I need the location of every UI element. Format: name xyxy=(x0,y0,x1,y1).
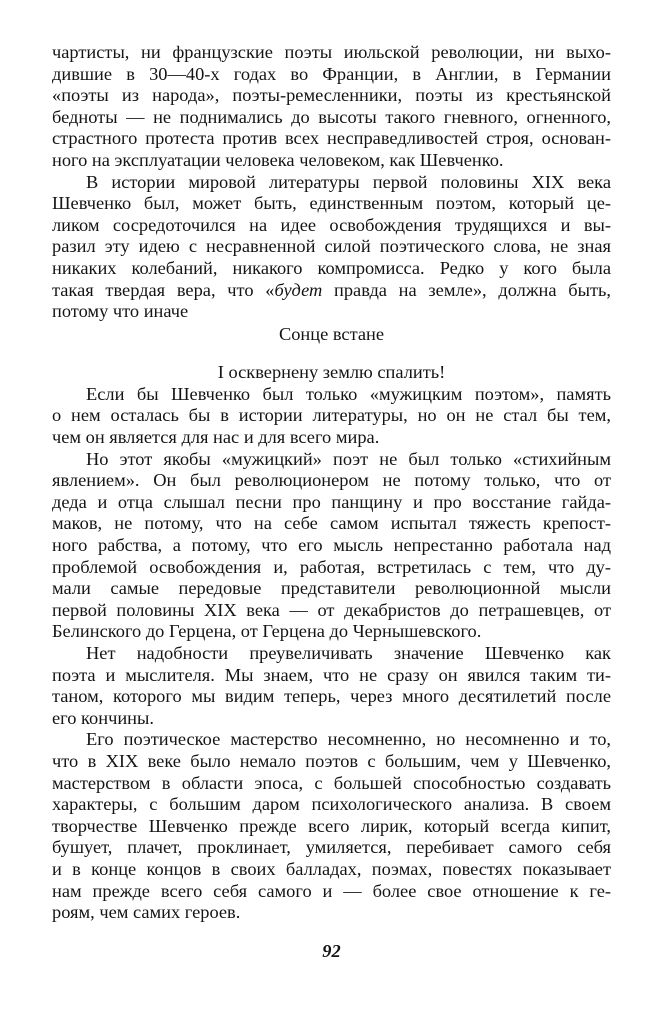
verse-line: І осквернену землю спалить! xyxy=(217,362,446,383)
text-line: мали самые передовые представители революционной мысли xyxy=(52,578,611,599)
text-line: о нем осталась бы в истории литературы, но он не стал бы тем, xyxy=(52,405,611,426)
text-line: Но этот якобы «мужицкий» поэт не был только «стихийным xyxy=(86,448,611,469)
text-line: Если бы Шевченко был только «мужицким поэтом», память xyxy=(86,383,611,404)
text-line: проблемой освобождения и, работая, встретилась с тем, что ду- xyxy=(52,556,611,577)
text-line: Шевченко был, может быть, единственным поэтом, который це- xyxy=(52,193,611,214)
text-line: Белинского до Герцена, от Герцена до Чернышевского. xyxy=(52,621,482,642)
text-line: Его поэтическое мастерство несомненно, но несомненно и то, xyxy=(86,729,611,750)
page-number: 92 xyxy=(322,940,341,961)
text-line: Нет надобности преувеличивать значение Шевченко как xyxy=(86,643,611,663)
text-fragment: такая твердая вера, что « xyxy=(52,279,275,300)
text-line: и в конце концов в своих балладах, поэмах, повестях показывает xyxy=(52,859,611,879)
text-line: поэта и мыслителя. Мы знаем, что не сразу он явился таким ти- xyxy=(52,664,611,685)
text-line: творчестве Шевченко прежде всего лирик, который всегда кипит, xyxy=(52,815,611,836)
text-line: таном, которого мы видим теперь, через много десятилетий после xyxy=(52,686,611,707)
text-line: маков, не потому, что на себе самом испытал тяжесть крепост- xyxy=(52,513,611,534)
text-line: никаких колебаний, никакого компромисса. Редко у кого была xyxy=(52,258,611,278)
text-line: нам прежде всего себя самого и — более свое отношение к ге- xyxy=(52,880,611,901)
text-line: ного на эксплуатации человека человеком, как Шевченко. xyxy=(52,150,504,170)
text-line: его кончины. xyxy=(52,707,154,728)
text-line: бушует, плачет, проклинает, умиляется, перебивает самого себя xyxy=(52,837,611,858)
text-line: что в XIX веке было немало поэтов с большим, чем у Шевченко, xyxy=(52,751,611,771)
text-line: чем он является для нас и для всего мира. xyxy=(52,427,380,447)
text-line: разил эту идею с несравненной силой поэтического слова, не зная xyxy=(52,236,611,257)
text-line: первой половины XIX века — от декабристов до петрашевцев, от xyxy=(52,599,611,620)
text-line: явлением». Он был революционером не потому только, что от xyxy=(52,470,611,491)
verse-line: Сонце встане xyxy=(278,324,385,345)
text-line: мастерством в области эпоса, с большей способностью создавать xyxy=(52,772,611,793)
text-line xyxy=(52,279,611,301)
text-line: роям, чем самих героев. xyxy=(52,902,241,923)
text-line: характеры, с большим даром психологического анализа. В своем xyxy=(52,794,611,815)
text-line: деда и отца слышал песни про панщину и про восстание гайда- xyxy=(52,491,611,512)
text-line: ликом сосредоточился на идее освобождения трудящихся и вы- xyxy=(52,214,611,235)
text-line: чартисты, ни французские поэты июльской революции, ни выхо- xyxy=(52,42,611,62)
text-line: бедноты — не поднимались до высоты такого гневного, огненного, xyxy=(52,106,611,127)
text-line: В истории мировой литературы первой половины XIX века xyxy=(86,171,611,192)
text-line: ного рабства, а потому, что его мысль непрестанно работала над xyxy=(52,535,611,555)
book-page xyxy=(52,41,611,1001)
text-line: дившие в 30—40-х годах во Франции, в Англии, в Германии xyxy=(52,63,611,84)
text-line: «поэты из народа», поэты-ремесленники, поэты из крестьянской xyxy=(52,85,611,106)
text-line: потому что иначе xyxy=(52,301,189,322)
italic-emphasis: будет xyxy=(274,279,323,300)
text-fragment: правда на земле», должна быть, xyxy=(322,279,611,300)
text-line: страстного протеста против всех несправедливостей строя, основан- xyxy=(52,128,611,149)
